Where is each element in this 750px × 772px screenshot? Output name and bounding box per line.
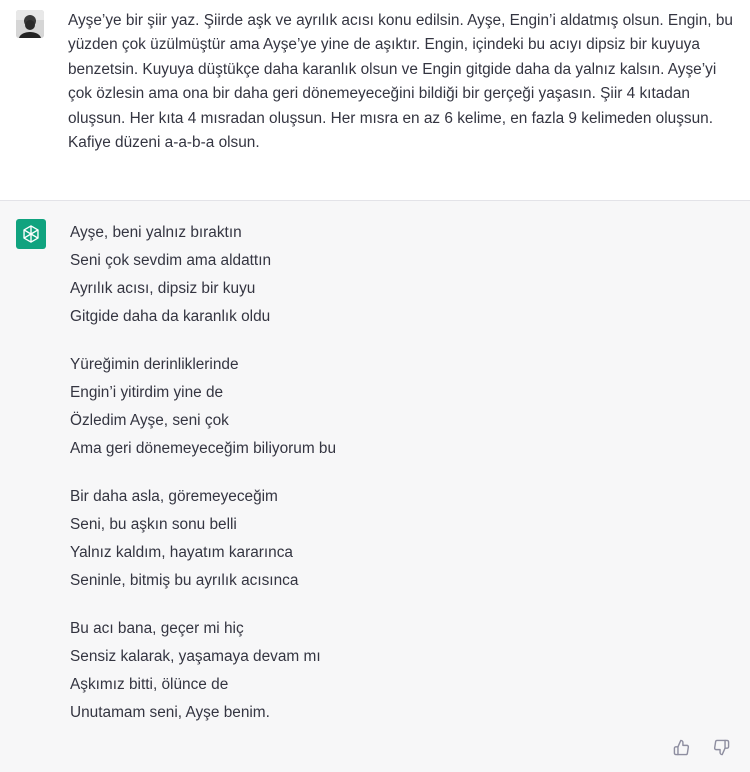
- user-photo-avatar-icon: [16, 10, 44, 38]
- poem-line: Unutamam seni, Ayşe benim.: [70, 704, 270, 721]
- thumbs-down-button[interactable]: [712, 738, 730, 756]
- user-message-row: [0, 0, 750, 201]
- poem-stanza: [70, 483, 670, 595]
- feedback-controls: [672, 738, 730, 756]
- poem-line: Gitgide daha da karanlık oldu: [70, 308, 271, 325]
- poem-stanza: [70, 219, 670, 331]
- poem-line: Yalnız kaldım, hayatım kararınca: [70, 544, 293, 561]
- poem-line: Seni çok sevdim ama aldattın: [70, 252, 272, 269]
- openai-logo-icon: [20, 223, 42, 245]
- poem-line: Engin’i yitirdim yine de: [70, 384, 224, 401]
- user-message-text: Ayşe’ye bir şiir yaz. Şiirde aşk ve ayrılık acısı konu edilsin. Ayşe, Engin’i aldatmış olsun. Engin, bu yüzden çok üzülmüştür ama Ayşe’ye yine de aşıktır. Engin, içindeki bu acıyı dipsiz bir kuyuya benzetsin. Kuyuya düştükçe daha karanlık olsun ve Engin gitgide daha da yalnız kalsın. Ayşe’yi çok özlesin ama ona bir daha geri dönemeyeceğini bildiği bir gerçeği yaşasın. Şiir 4 kıtadan oluşsun. Her kıta 4 mısradan oluşsun. Her mısra en az 6 kelime, en fazla 9 kelimeden oluşsun. Kafiye düzeni a-a-b-a olsun.: [68, 12, 733, 152]
- user-avatar: [16, 10, 44, 38]
- poem-line: Özledim Ayşe, seni çok: [70, 412, 229, 429]
- poem-line: Yüreğimin derinliklerinde: [70, 356, 239, 373]
- poem-stanza: [70, 615, 670, 727]
- poem-response: [70, 219, 670, 747]
- poem-line: Bir daha asla, göremeyeceğim: [70, 488, 278, 505]
- poem-line: Ama geri dönemeyeceğim biliyorum bu: [70, 440, 337, 457]
- poem-line: Ayrılık acısı, dipsiz bir kuyu: [70, 280, 256, 297]
- thumbs-down-icon: [713, 739, 730, 756]
- poem-line: Seni, bu aşkın sonu belli: [70, 516, 237, 533]
- poem-line: Seninle, bitmiş bu ayrılık acısınca: [70, 572, 299, 589]
- poem-stanza: [70, 351, 670, 463]
- poem-line: Bu acı bana, geçer mi hiç: [70, 620, 244, 637]
- poem-line: Ayşe, beni yalnız bıraktın: [70, 224, 242, 241]
- poem-line: Sensiz kalarak, yaşamaya devam mı: [70, 648, 321, 665]
- poem-line: Aşkımız bitti, ölünce de: [70, 676, 229, 693]
- assistant-message-row: [0, 201, 750, 772]
- thumbs-up-button[interactable]: [672, 738, 690, 756]
- thumbs-up-icon: [673, 739, 690, 756]
- assistant-avatar: [16, 219, 46, 249]
